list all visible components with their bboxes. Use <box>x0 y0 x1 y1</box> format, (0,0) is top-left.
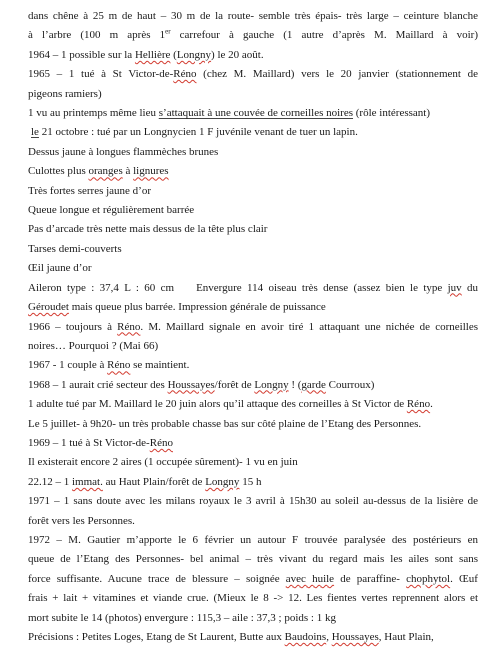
text-line: le 21 octobre : tué par un Longnycien 1 F juvénile venant de tuer un lapin. <box>31 126 358 139</box>
spellcheck-word: lignures <box>133 165 169 178</box>
text-line: 22.12 – 1 immat. au Haut Plain/forêt de Longny 15 h <box>28 475 262 488</box>
text-line: Géroudet mais queue plus barrée. Impression générale de puissance <box>28 301 326 314</box>
text-line: dans chêne à 25 m de haut – 30 m de la route- semble très épais- très large – ceinture blanche <box>28 10 478 22</box>
text-line: frais + lait + vitamines et viande crue. (Mieux le 8 -> 12. Les fientes vertes reprennent alors et <box>28 592 478 605</box>
spellcheck-word: Longny <box>176 48 212 61</box>
spellcheck-word: chophytol <box>406 572 451 585</box>
text-line: 1964 – 1 possible sur la Hellière (Longny) le 20 août. <box>28 48 264 61</box>
text-line: Précisions : Petites Loges, Etang de St Laurent, Butte aux Baudoins, Houssayes, Haut Plain, <box>28 631 434 643</box>
spellcheck-word: Baudoins <box>284 631 327 643</box>
spellcheck-word: Houssayes <box>167 378 215 391</box>
text-line: Pas d’arcade très nette mais dessus de la tête plus clair <box>28 223 268 236</box>
spellcheck-word: oranges <box>88 165 123 178</box>
text-line: Très fortes serres jaune d’or <box>28 184 152 197</box>
text-line: Dessus jaune à longues flammèches brunes <box>28 145 219 158</box>
text-line: à l’arbre (100 m après 1er carrefour à gauche (1 autre d’après M. Maillard à voir) <box>28 27 478 42</box>
spellcheck-word: Réno <box>173 68 197 81</box>
spellcheck-word: Géroudet <box>28 301 69 314</box>
text-line: force suffisante. Aucune trace de blessure – soignée avec huile de paraffine- chophytol. Œuf <box>28 572 478 585</box>
text-line: forêt vers les Personnes. <box>28 514 135 527</box>
text-line: 1972 – M. Gautier m’apporte le 6 février un autour F trouvée paralysée des postérieurs en <box>28 533 478 546</box>
text-line: 1967 - 1 couple à Réno se maintient. <box>28 359 190 372</box>
spellcheck-word: Réno <box>117 320 141 333</box>
text-line: Il existerait encore 2 aires (1 occupée sûrement)- 1 vu en juin <box>28 456 298 469</box>
text-line: 1966 – toujours à Réno. M. Maillard signale en avoir tiré 1 attaquant une nichée de corneilles <box>28 320 478 333</box>
text-line: Queue longue et régulièrement barrée <box>28 204 195 217</box>
text-line: Le 5 juillet- à 9h20- un très probable chasse bas sur côté plaine de l’Etang des Personnes. <box>28 417 422 430</box>
text-line: Œil jaune d’or <box>28 262 92 275</box>
text-line: Culottes plus oranges à lignures <box>28 165 169 178</box>
spellcheck-word: Longny <box>254 378 289 391</box>
spellcheck-word: Réno <box>149 436 173 449</box>
text-line: 1971 – 1 sans doute avec les milans royaux le 3 avril à 15h30 au soleil au-dessus de la lisière de <box>28 495 478 508</box>
spellcheck-word: Houssayes <box>331 631 379 643</box>
text-line: 1965 – 1 tué à St Victor-de-Réno (chez M. Maillard) vers le 20 janvier (stationnement de <box>28 68 478 81</box>
spellcheck-word: Longny <box>205 475 240 488</box>
spellcheck-word: garde <box>301 378 326 391</box>
text-line: 1968 – 1 aurait crié secteur des Houssayes/forêt de Longny ! (garde Courroux) <box>28 378 375 391</box>
spellcheck-word: Hellière <box>134 48 171 61</box>
document-page <box>28 7 478 647</box>
text-line: 1969 – 1 tué à St Victor-de-Réno <box>28 436 173 449</box>
text-line: queue de l’Etang des Personnes- bel animal – très vivant du regard mais les ailes sont sans <box>28 553 478 566</box>
text-line: noires… Pourquoi ? (Mai 66) <box>28 339 159 352</box>
spellcheck-word: Réno <box>107 359 131 372</box>
text-line: Aileron type : 37,4 L : 60 cm Envergure 114 oiseau très dense (assez bien le type juv du <box>28 281 479 294</box>
text-line: Tarses demi-couverts <box>28 242 122 255</box>
spellcheck-word: Réno <box>406 398 431 411</box>
text-line: 1 vu au printemps même lieu s’attaquait à une couvée de corneilles noires (rôle intéressant) <box>28 107 430 120</box>
spellcheck-word: juv <box>447 281 462 294</box>
text-line: 1 adulte tué par M. Maillard le 20 juin alors qu’il attaque des corneilles à St Victor de Réno. <box>28 398 433 411</box>
underlined-text: le <box>31 126 39 139</box>
text-line: mort subite le 14 (photos) envergure : 115,3 – aile : 37,3 ; poids : 1 kg <box>28 611 336 624</box>
spellcheck-word: immat. <box>72 475 103 488</box>
spellcheck-word: avec huile <box>285 572 335 585</box>
text-line: pigeons ramiers) <box>28 87 102 100</box>
underlined-text: s’attaquait à une couvée de corneilles noires <box>158 107 354 120</box>
